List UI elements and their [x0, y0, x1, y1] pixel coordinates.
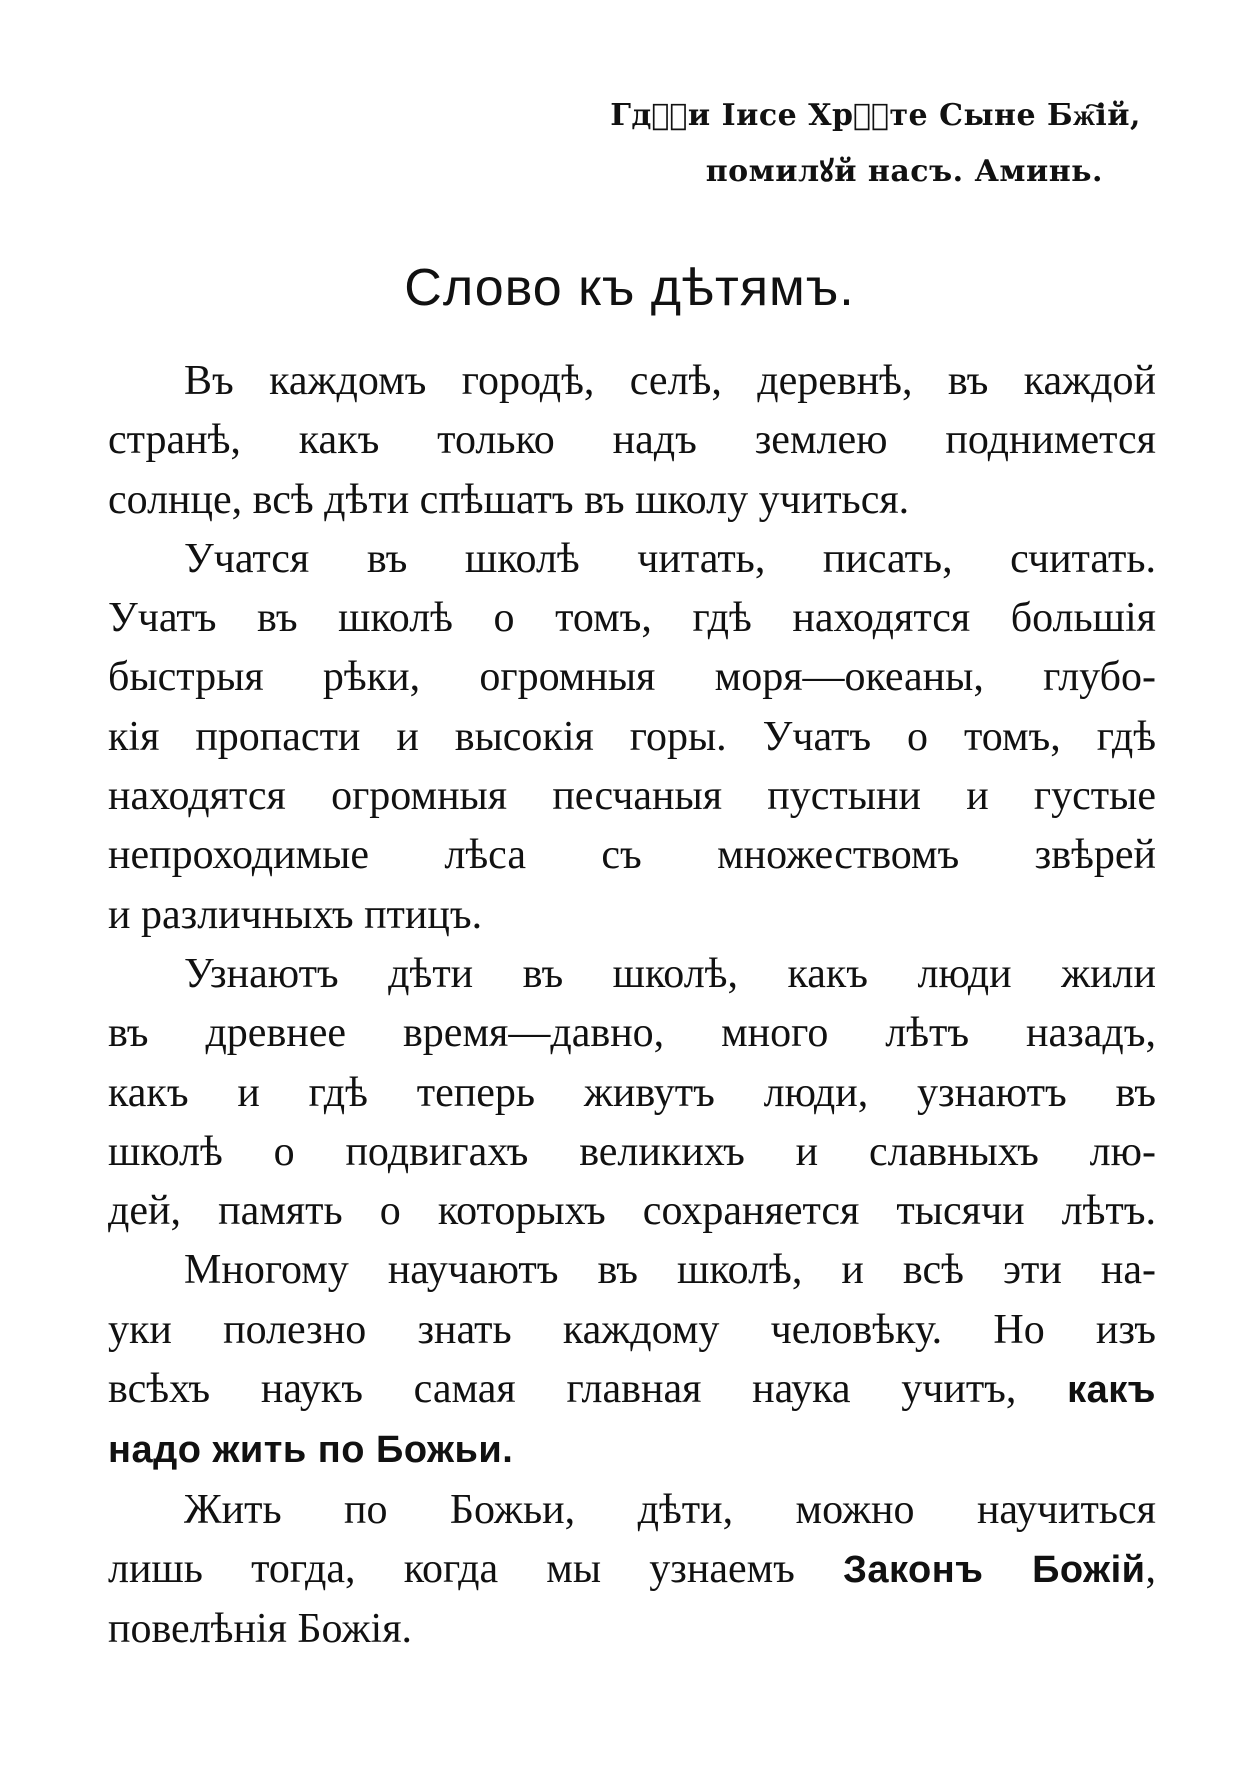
- text-line: школѣ о подвигахъ великихъ и славныхъ лю-: [108, 1128, 1156, 1175]
- body-text: [108, 352, 1156, 1660]
- prayer-line-1: Гдⷭ҇и Іисе Хрⷭ҇те Сыне Бж҇ій,: [610, 98, 1141, 133]
- text-line: Жить по Божьи, дѣти, можно научиться: [184, 1486, 1156, 1533]
- paragraph-5: [108, 1481, 1156, 1660]
- text-line: Многому научаютъ въ школѣ, и всѣ эти на-: [184, 1247, 1156, 1294]
- text-line: какъ и гдѣ теперь живутъ люди, узнаютъ въ: [108, 1069, 1156, 1116]
- text-line: Въ каждомъ городѣ, селѣ, деревнѣ, въ каждой: [184, 358, 1156, 404]
- text-line: уки полезно знать каждому человѣку. Но изъ: [108, 1306, 1156, 1353]
- text-run: ,: [1145, 1545, 1157, 1592]
- text-line-emphasis: [108, 1420, 1156, 1480]
- page-title: Слово къ дѣтямъ.: [404, 259, 855, 317]
- text-line: Учатъ въ школѣ о томъ, гдѣ находятся большія: [108, 595, 1156, 642]
- prayer-line-2: помилꙋй насъ. Аминь.: [705, 154, 1103, 189]
- text-line: дей, память о которыхъ сохраняется тысячи лѣтъ.: [108, 1188, 1156, 1235]
- text-line: Узнаютъ дѣти въ школѣ, какъ люди жили: [184, 950, 1156, 997]
- text-line-mixed: [108, 1540, 1156, 1600]
- text-line: странѣ, какъ только надъ землею поднимется: [108, 417, 1156, 464]
- text-run: всѣхъ наукъ самая главная наука учитъ,: [108, 1366, 1017, 1413]
- paragraph-1: [108, 352, 1156, 530]
- text-line: непроходимые лѣса съ множествомъ звѣрей: [108, 832, 1156, 879]
- paragraph-2: [108, 530, 1156, 945]
- text-line: и различныхъ птицъ.: [108, 891, 483, 938]
- emphasis-text: Законъ Божій: [843, 1548, 1146, 1591]
- text-line: находятся огромныя песчаныя пустыни и густые: [108, 773, 1156, 820]
- text-line: въ древнее время—давно, много лѣтъ назадъ,: [108, 1010, 1156, 1057]
- paragraph-3: [108, 945, 1156, 1241]
- prayer-epigraph: [610, 88, 1141, 200]
- text-line: солнце, всѣ дѣти спѣшатъ въ школу учиться.: [108, 476, 910, 523]
- emphasis-text: надо жить по Божьи.: [108, 1429, 514, 1472]
- text-line-mixed: [108, 1360, 1156, 1420]
- text-line: кія пропасти и высокія горы. Учатъ о томъ, гдѣ: [108, 713, 1156, 760]
- text-run: лишь тогда, когда мы узнаемъ: [108, 1545, 795, 1592]
- text-line: повелѣнія Божія.: [108, 1606, 413, 1653]
- text-line: Учатся въ школѣ читать, писать, считать.: [184, 535, 1156, 582]
- text-line: быстрыя рѣки, огромныя моря—океаны, глубо-: [108, 654, 1156, 701]
- emphasis-text: какъ: [1067, 1369, 1156, 1412]
- paragraph-4: [108, 1241, 1156, 1480]
